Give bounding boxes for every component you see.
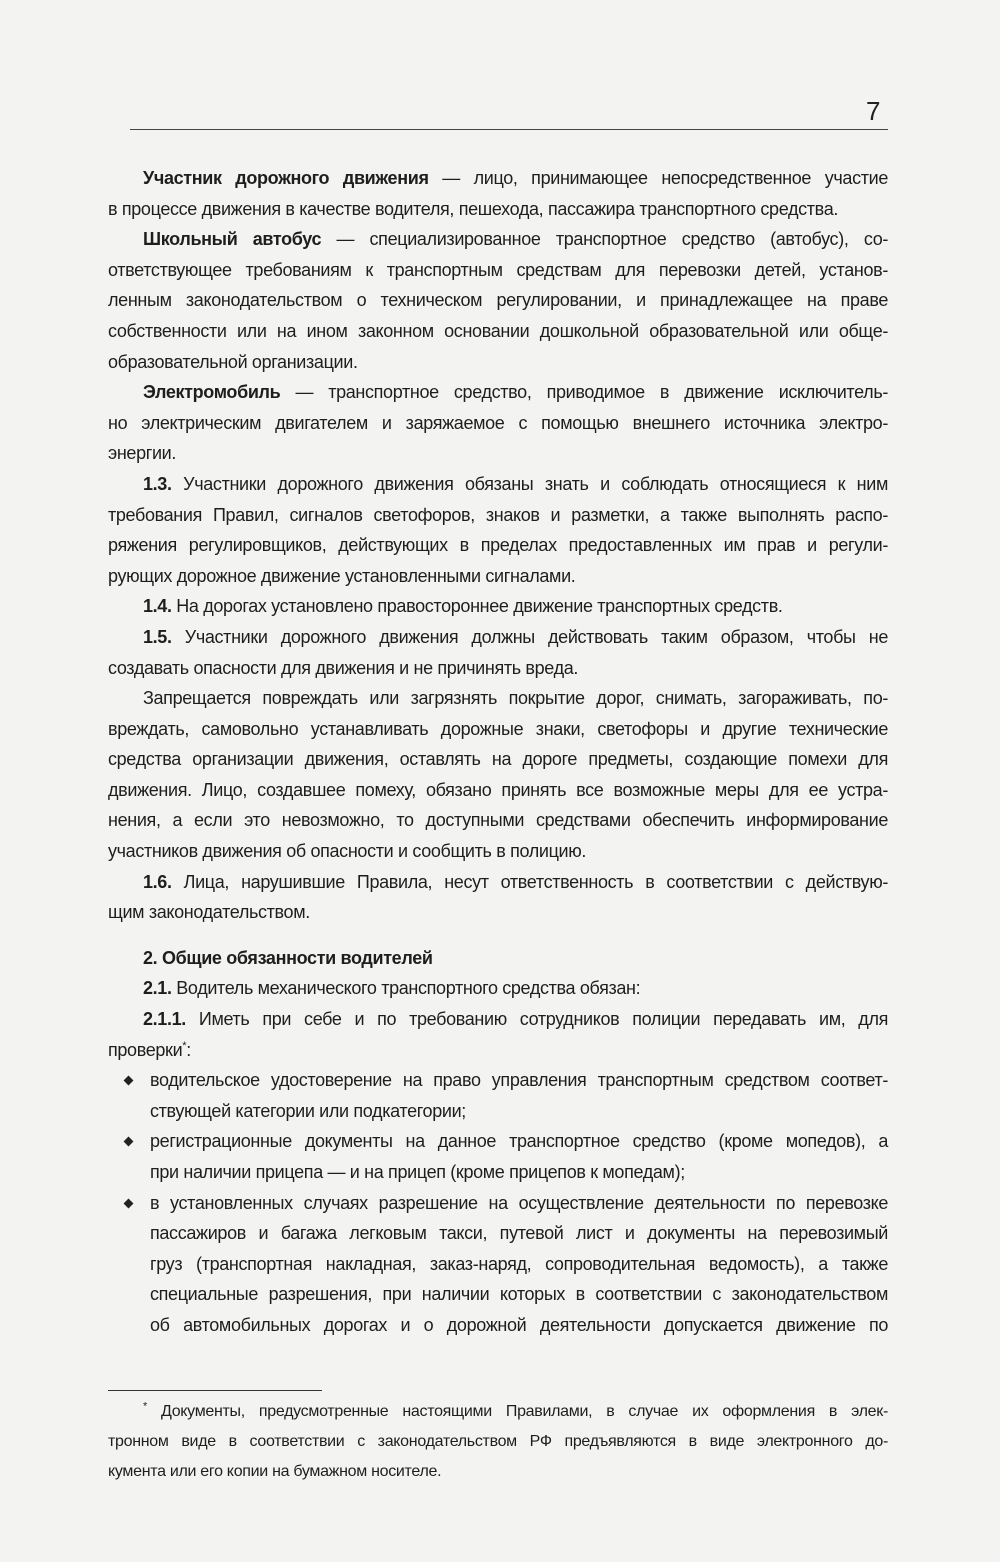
- bold-term: 1.3.: [143, 473, 172, 494]
- line-text: об автомобильных дорогах и о дорожной деятельности допускается движение по: [150, 1314, 888, 1335]
- line-text: специальные разрешения, при наличии которых в соответствии с законодательством: [150, 1284, 888, 1305]
- text-line: [108, 194, 888, 225]
- text-line: [108, 683, 888, 714]
- paragraph: [108, 224, 888, 377]
- paragraph: [108, 973, 888, 1004]
- text-line: [108, 1157, 888, 1188]
- footnote-text: Документы, предусмотренные настоящими Правилами, в случае их оформления в элек-: [160, 1403, 888, 1420]
- text-line: [108, 1249, 888, 1280]
- line-text: в процессе движения в качестве водителя, пешехода, пассажира транспортного средства.: [108, 198, 839, 219]
- footnote-rule: [108, 1390, 322, 1391]
- footnote-line: [108, 1397, 888, 1427]
- line-text: — транспортное средство, приводимое в движение исключитель-: [280, 382, 888, 403]
- bullet-item: [108, 1188, 888, 1341]
- section-heading: 2. Общие обязанности водителей: [143, 947, 433, 968]
- text-line: [108, 1310, 888, 1341]
- bold-term: Электромобиль: [143, 382, 281, 403]
- line-text: — лицо, принимающее непосредственное участие: [428, 168, 888, 188]
- text-line: [108, 163, 888, 194]
- text-line: [108, 1035, 888, 1066]
- bullet-item: [108, 1065, 888, 1126]
- line-text: Водитель механического транспортного средства обязан:: [171, 978, 641, 999]
- paragraph: [108, 377, 888, 469]
- text-line: [108, 255, 888, 286]
- line-text: Участники дорожного движения должны действовать таким образом, чтобы не: [171, 626, 888, 647]
- text-line: [108, 591, 888, 622]
- text-line: [108, 714, 888, 745]
- line-text: энергии.: [108, 443, 177, 464]
- text-line: [108, 1065, 888, 1096]
- paragraph: [108, 622, 888, 683]
- line-text: регистрационные документы на данное транспортное средство (кроме мопедов), а: [150, 1131, 888, 1152]
- line-text: :: [186, 1039, 191, 1060]
- line-text: средства организации движения, оставлять на дороге предметы, создающие помехи для: [108, 749, 888, 770]
- paragraph: [108, 683, 888, 867]
- header-rule: [130, 129, 888, 130]
- line-text: груз (транспортная накладная, заказ-наряд, сопроводительная ведомость), а также: [150, 1253, 888, 1274]
- text-line: [108, 775, 888, 806]
- line-text: Участники дорожного движения обязаны знать и соблюдать относящиеся к ним: [171, 473, 888, 494]
- text-line: [108, 347, 888, 378]
- line-text: нения, а если это невозможно, то доступными средствами обеспечить информирование: [108, 810, 888, 831]
- line-text: щим законодательством.: [108, 902, 310, 923]
- footnote: [108, 1397, 888, 1487]
- text-line: [108, 1096, 888, 1127]
- paragraph: [108, 867, 888, 928]
- line-text: ответствующее требованиям к транспортным средствам для перевозки детей, установ-: [108, 259, 888, 280]
- text-line: [108, 622, 888, 653]
- line-text: ствующей категории или подкатегории;: [150, 1100, 466, 1121]
- page-number: 7: [866, 96, 881, 126]
- text-line: [108, 1279, 888, 1310]
- line-text: в установленных случаях разрешение на осуществление деятельности по перевозке: [150, 1192, 888, 1213]
- text-line: [108, 973, 888, 1004]
- text-line: [108, 867, 888, 898]
- text-line: [108, 408, 888, 439]
- text-line: [108, 438, 888, 469]
- line-text: собственности или на ином законном основании дошкольной образовательной или обще-: [108, 320, 888, 341]
- footnote-line: кумента или его копии на бумажном носителе.: [108, 1463, 442, 1480]
- line-text: ряжения регулировщиков, действующих в пределах предоставленных им прав и регули-: [108, 535, 888, 556]
- bullet-diamond-icon: [124, 1198, 134, 1208]
- bold-term: 1.6.: [143, 871, 172, 892]
- text-line: [108, 805, 888, 836]
- text-line: [108, 653, 888, 684]
- text-line: [108, 1218, 888, 1249]
- text-line: [108, 316, 888, 347]
- line-text: На дорогах установлено правостороннее движение транспортных средств.: [171, 596, 783, 617]
- text-line: [108, 1188, 888, 1219]
- text-line: [108, 744, 888, 775]
- text-line: [108, 561, 888, 592]
- bullet-item: [108, 1126, 888, 1187]
- line-text: участников движения об опасности и сообщить в полицию.: [108, 841, 587, 862]
- line-text: образовательной организации.: [108, 351, 358, 372]
- line-text: при наличии прицепа — и на прицеп (кроме прицепов к мопедам);: [150, 1162, 685, 1182]
- line-text: вреждать, самовольно устанавливать дорожные знаки, светофоры и другие технические: [108, 718, 888, 739]
- line-text: пассажиров и багажа легковым такси, путевой лист и документы на перевозимый: [150, 1223, 888, 1244]
- line-text: создавать опасности для движения и не причинять вреда.: [108, 657, 579, 678]
- footnote-ref: *: [182, 1039, 187, 1052]
- text-line: [108, 224, 888, 255]
- bold-term: 1.4.: [143, 596, 172, 617]
- page-body: [108, 163, 888, 1341]
- bold-term: Участник дорожного движения: [143, 168, 429, 188]
- line-text: ленным законодательством о техническом регулировании, и принадлежащее на праве: [108, 290, 888, 311]
- line-text: движения. Лицо, создавшее помеху, обязано принять все возможные меры для ее устра-: [108, 779, 888, 800]
- line-text: — специализированное транспортное средство (автобус), со-: [321, 229, 889, 250]
- paragraph: [108, 469, 888, 591]
- line-text: рующих дорожное движение установленными сигналами.: [108, 565, 576, 586]
- bold-term: 1.5.: [143, 626, 172, 647]
- paragraph: [108, 591, 888, 622]
- line-text: требования Правил, сигналов светофоров, знаков и разметки, а также выполнять распо-: [108, 504, 888, 525]
- paragraph: [108, 1004, 888, 1065]
- line-text: но электрическим двигателем и заряжаемое с помощью внешнего источника электро-: [108, 412, 888, 433]
- bold-term: Школьный автобус: [143, 229, 322, 250]
- bullet-diamond-icon: [124, 1076, 134, 1086]
- line-text: водительское удостоверение на право управления транспортным средством соответ-: [150, 1070, 888, 1091]
- text-line: [108, 897, 888, 928]
- footnote-line: тронном виде в соответствии с законодательством РФ предъявляются в виде электронного до-: [108, 1433, 888, 1450]
- line-text: Запрещается повреждать или загрязнять покрытие дорог, снимать, загораживать, по-: [143, 688, 888, 709]
- text-line: [108, 285, 888, 316]
- bullet-diamond-icon: [124, 1137, 134, 1147]
- text-line: [108, 377, 888, 408]
- text-line: [108, 469, 888, 500]
- text-line: [108, 1126, 888, 1157]
- text-line: [108, 1004, 888, 1035]
- bold-term: 2.1.: [143, 978, 172, 999]
- line-text: проверки: [108, 1039, 183, 1060]
- footnote-mark: *: [143, 1400, 147, 1413]
- paragraph: [108, 163, 888, 224]
- bold-term: 2.1.1.: [143, 1009, 186, 1030]
- text-line: [108, 836, 888, 867]
- text-line: [108, 530, 888, 561]
- line-text: Лица, нарушившие Правила, несут ответственность в соответствии с действую-: [171, 871, 888, 892]
- line-text: Иметь при себе и по требованию сотрудников полиции передавать им, для: [185, 1009, 888, 1030]
- text-line: [108, 500, 888, 531]
